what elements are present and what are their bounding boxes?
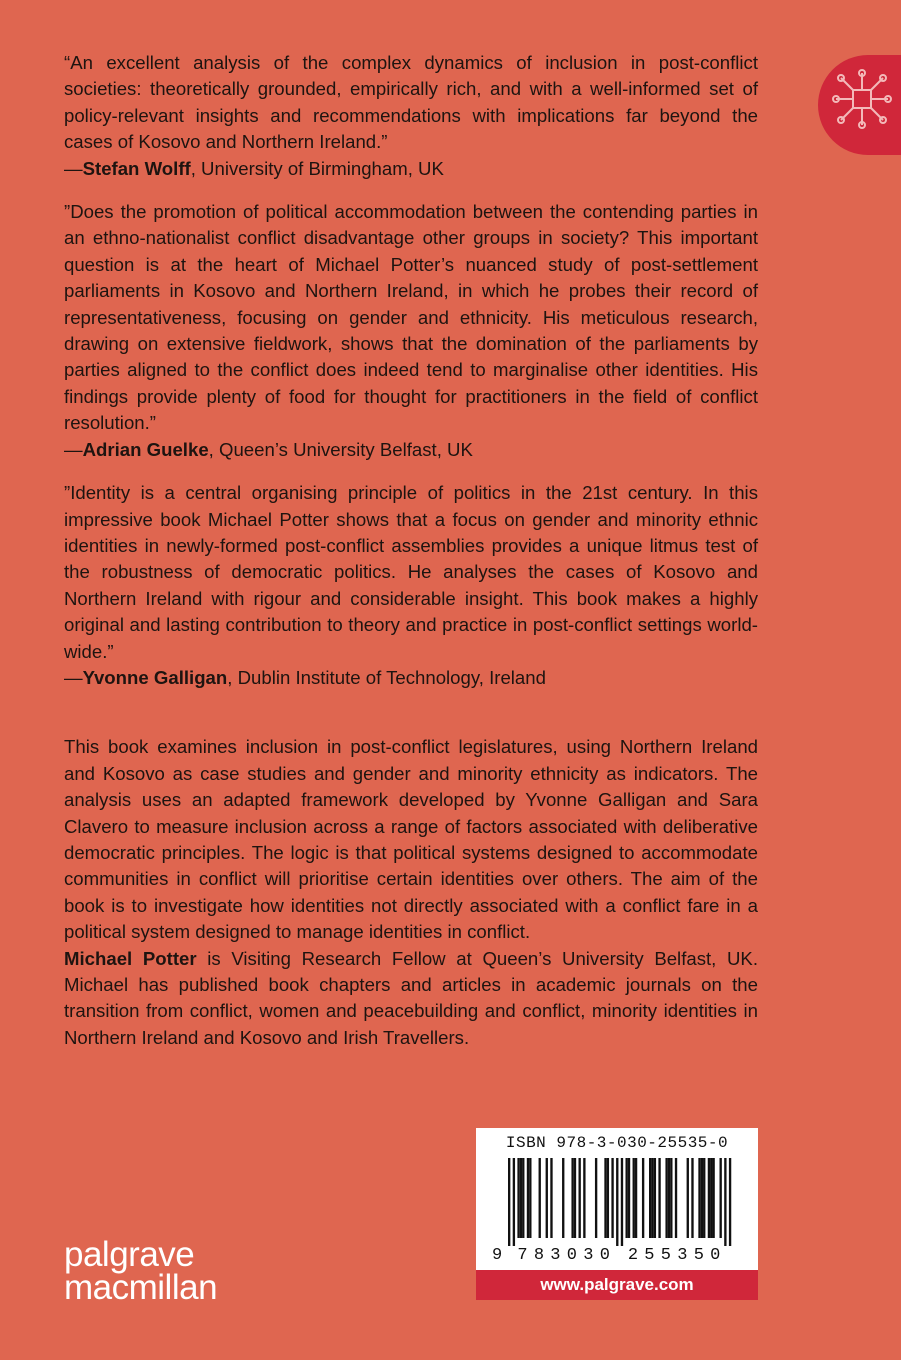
barcode-digit: 3 [677, 1246, 688, 1265]
barcode-bar [698, 1158, 700, 1238]
barcode-bar [675, 1158, 677, 1238]
endorser-name: Stefan Wolff [82, 157, 191, 179]
barcode-bar [701, 1158, 703, 1238]
barcode-bar [595, 1158, 597, 1238]
barcode-bar [703, 1158, 705, 1238]
barcode-bar [546, 1158, 548, 1238]
barcode-bar [604, 1158, 606, 1238]
endorsement-text: ”Does the promotion of political accommodation between the contending parties in an ethno-nationalist conflict disadvantage other groups in society? This important question is at the heart of Michael Potter’s nuanced study of post-settlement parliaments in Kosovo and Northern Ireland, in which he probes their record of representativeness, focusing on gender and ethnicity. His meticulous research, drawing on extensive fieldwork, shows that the domination of the parliaments by parties aligned to the conflict does indeed tend to marginalise other identities. His findings provide plenty of food for thought for practitioners in the field of conflict resolution.” [64, 201, 758, 434]
endorsement-text: “An excellent analysis of the complex dynamics of inclusion in post-conflict societies: theoretically grounded, empirically rich, and with a well-informed set of policy-relevant insights and recommendations with implications far beyond the cases of Kosovo and Northern Ireland.” [64, 52, 758, 153]
barcode-bar [633, 1158, 635, 1238]
endorsement-attribution: —Yvonne Galligan, Dublin Institute of Technology, Ireland [64, 666, 546, 688]
barcode-bar [579, 1158, 581, 1238]
barcode-bar [724, 1158, 726, 1246]
endorser-name: Adrian Guelke [82, 438, 209, 460]
barcode-bar [607, 1158, 609, 1238]
endorsement-attribution: —Adrian Guelke, Queen’s University Belfast, UK [64, 438, 473, 460]
endorsement-3 [64, 480, 758, 691]
palgrave-logo-badge [818, 55, 901, 155]
barcode-bar [658, 1158, 660, 1238]
barcode-bar [729, 1158, 731, 1246]
barcode-digit: 3 [550, 1246, 561, 1265]
barcode-digit: 8 [533, 1246, 545, 1265]
publisher-name-line2: macmillan [64, 1268, 218, 1307]
endorsement-text: ”Identity is a central organising principle of politics in the 21st century. In this impressive book Michael Potter shows that a focus on gender and minority ethnic identities in newly-formed post-conflict assemblies provides a unique litmus test of the robustness of democratic politics. He analyses the cases of Kosovo and Northern Ireland with rigour and considerable insight. This book makes a highly original and lasting contribution to theory and practice in post-conflict settings world-wide.” [64, 482, 758, 662]
barcode-digit: 3 [583, 1246, 594, 1265]
publisher-name-line1: palgrave [64, 1235, 195, 1274]
barcode-bar [550, 1158, 552, 1238]
barcode-bar [562, 1158, 564, 1238]
back-cover-text [64, 50, 758, 1051]
palgrave-logo-icon [832, 69, 892, 129]
author-name: Michael Potter [64, 947, 197, 969]
author-bio: Michael Potter is Visiting Research Fellow at Queen’s University Belfast, UK. Michael has published book chapters and articles in academic journals on the transition from conflict, women and peacebuilding and conflict, minority identities in Northern Ireland and Kosovo and Irish Travellers. [64, 947, 758, 1048]
barcode-digit: 9 [492, 1246, 503, 1265]
barcode-digit: 5 [660, 1246, 672, 1265]
isbn-barcode-block [476, 1128, 758, 1300]
barcode-bar [720, 1158, 722, 1238]
barcode-bar [527, 1158, 529, 1238]
barcode-bar [583, 1158, 585, 1238]
barcode [476, 1128, 758, 1270]
barcode-bar [668, 1158, 670, 1238]
barcode-bar [574, 1158, 576, 1238]
barcode-bar [539, 1158, 541, 1238]
barcode-bar [670, 1158, 672, 1238]
barcode-bar [520, 1158, 522, 1238]
endorsement-attribution: —Stefan Wolff, University of Birmingham, UK [64, 157, 444, 179]
barcode-bar [626, 1158, 628, 1238]
barcode-bar [642, 1158, 644, 1238]
barcode-bar [708, 1158, 710, 1238]
barcode-bar [628, 1158, 630, 1238]
barcode-bar [611, 1158, 613, 1238]
endorsement-2 [64, 199, 758, 463]
barcode-bar [616, 1158, 618, 1246]
barcode-bar [513, 1158, 515, 1246]
barcode-digit: 7 [517, 1246, 528, 1265]
barcode-digit: 5 [644, 1246, 655, 1265]
barcode-bar [687, 1158, 689, 1238]
barcode-digit: 2 [627, 1246, 639, 1265]
publisher-logo [64, 1235, 218, 1307]
barcode-digit: 0 [599, 1246, 610, 1265]
barcode-digit: 0 [710, 1246, 721, 1265]
barcode-bar [529, 1158, 531, 1238]
endorsement-1 [64, 50, 758, 182]
publisher-website: www.palgrave.com [476, 1270, 758, 1300]
barcode-bar [649, 1158, 651, 1238]
barcode-bar [654, 1158, 656, 1238]
book-description: This book examines inclusion in post-conflict legislatures, using Northern Ireland and Kosovo as case studies and gender and minority ethnicity as indicators. The analysis uses an adapted framework developed by Yvonne Galligan and Sara Clavero to measure inclusion across a range of factors associated with deliberative democratic principles. The logic is that political systems designed to accommodate communities in conflict will prioritise certain identities over others. The aim of the book is to investigate how identities not directly associated with a conflict fare in a political system designed to manage identities in conflict. [64, 736, 758, 943]
barcode-bar [635, 1158, 637, 1238]
barcode-bar [621, 1158, 623, 1246]
barcode-digit: 5 [693, 1246, 704, 1265]
isbn-label: ISBN 978-3-030-25535-0 [505, 1134, 729, 1152]
barcode-bar [571, 1158, 573, 1238]
barcode-bar [691, 1158, 693, 1238]
endorser-name: Yvonne Galligan [82, 666, 228, 688]
barcode-bar [710, 1158, 712, 1238]
barcode-digit: 0 [566, 1246, 578, 1265]
barcode-bar [508, 1158, 510, 1246]
barcode-bar [651, 1158, 653, 1238]
barcode-bar [712, 1158, 714, 1238]
barcode-bar [665, 1158, 667, 1238]
barcode-bar [522, 1158, 524, 1238]
barcode-bar [517, 1158, 519, 1238]
